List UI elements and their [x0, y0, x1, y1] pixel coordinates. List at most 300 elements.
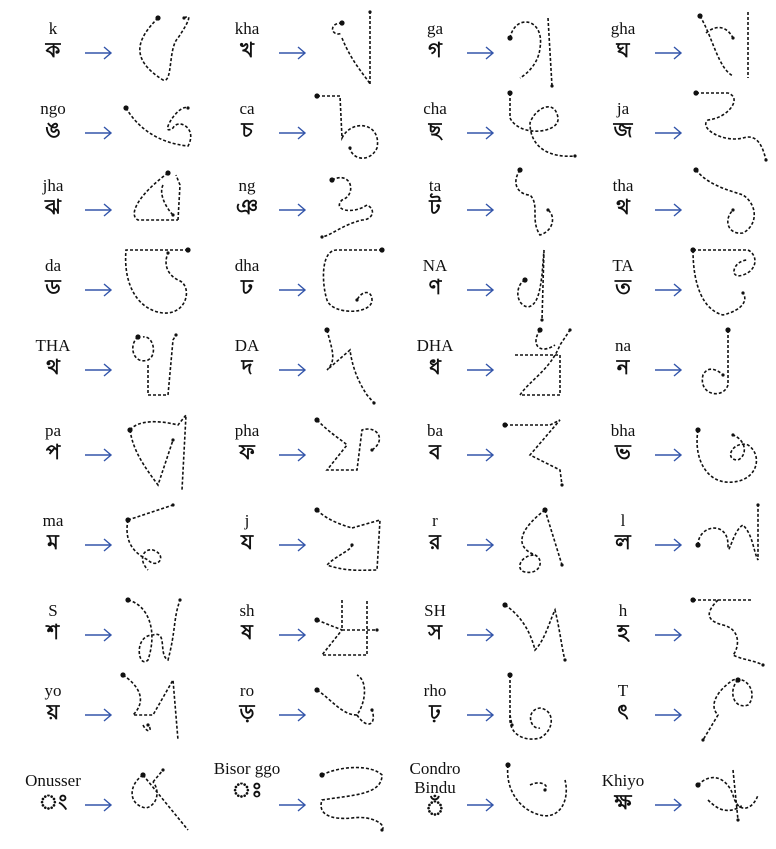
bengali-character: স: [428, 619, 442, 644]
bengali-character: ধ: [429, 354, 441, 379]
start-dot: [502, 422, 507, 427]
end-arrowhead: [166, 251, 169, 254]
romanized-name: ngo: [40, 99, 66, 118]
end-arrowhead: [348, 146, 351, 149]
romanized-name: ta: [428, 176, 442, 195]
start-dot: [725, 327, 730, 332]
character-label: [212, 257, 282, 299]
stroke-trace: [312, 670, 394, 752]
character-label: [212, 760, 282, 802]
character-label: [212, 602, 282, 644]
character-cell: [588, 760, 776, 842]
end-arrowhead: [355, 298, 358, 301]
end-arrowhead: [731, 208, 734, 211]
bengali-character: ম: [47, 529, 59, 554]
right-arrow-icon: [84, 126, 114, 140]
romanized-name: S: [48, 601, 58, 620]
bengali-character: ঙ: [45, 117, 61, 142]
character-cell: [400, 590, 594, 672]
character-cell: [18, 8, 212, 90]
dashed-stroke-path: [505, 420, 562, 485]
romanized-name: rho: [423, 681, 447, 700]
right-arrow-icon: [466, 628, 496, 642]
stroke-trace: [500, 670, 582, 752]
dashed-stroke-path: [700, 12, 748, 78]
romanized-name: sh: [239, 601, 255, 620]
bengali-character: হ: [617, 619, 629, 644]
character-cell: [18, 590, 212, 672]
dashed-stroke-path: [508, 765, 567, 816]
romanized-name: ja: [616, 99, 630, 118]
end-arrowhead: [146, 723, 149, 726]
end-arrowhead: [560, 563, 563, 566]
start-dot: [735, 677, 740, 682]
right-arrow-icon: [654, 798, 684, 812]
romanized-name: pha: [234, 421, 260, 440]
character-cell: [588, 590, 776, 672]
stroke-trace: [688, 325, 770, 407]
start-dot: [695, 542, 700, 547]
character-cell: [400, 670, 594, 752]
stroke-trace: [688, 88, 770, 170]
bengali-character: গ: [428, 37, 442, 62]
right-arrow-icon: [466, 283, 496, 297]
character-label: [400, 760, 470, 820]
character-cell: [588, 325, 776, 407]
bengali-character: ৎ: [617, 699, 629, 724]
right-arrow-icon: [278, 126, 308, 140]
romanized-name: bha: [610, 421, 636, 440]
stroke-trace: [500, 8, 582, 90]
character-label: [400, 100, 470, 142]
right-arrow-icon: [84, 538, 114, 552]
dashed-stroke-path: [516, 170, 553, 235]
stroke-trace: [118, 88, 200, 170]
character-label: [212, 682, 282, 724]
character-cell: [212, 8, 406, 90]
romanized-name: TA: [612, 256, 634, 275]
romanized-name: ng: [238, 176, 256, 195]
romanized-name: Khiyo: [601, 771, 645, 790]
end-arrowhead: [756, 503, 759, 506]
romanized-name: l: [620, 511, 626, 530]
dashed-stroke-path: [510, 93, 575, 156]
end-arrowhead: [568, 328, 571, 331]
end-arrowhead: [731, 433, 734, 436]
character-cell: [18, 165, 212, 247]
stroke-trace: [500, 500, 582, 582]
character-cell: [400, 760, 594, 842]
romanized-name: tha: [612, 176, 634, 195]
dashed-stroke-path: [693, 600, 763, 665]
romanized-name: DHA: [416, 336, 454, 355]
stroke-trace: [312, 8, 394, 90]
character-label: [400, 20, 470, 62]
start-dot: [155, 15, 160, 20]
right-arrow-icon: [84, 798, 114, 812]
start-dot: [537, 327, 542, 332]
romanized-name: ma: [42, 511, 64, 530]
start-dot: [314, 617, 319, 622]
character-label: [400, 682, 470, 724]
bengali-character: ন: [616, 354, 630, 379]
character-label: [400, 257, 470, 299]
stroke-trace: [688, 590, 770, 672]
start-dot: [324, 327, 329, 332]
character-label: [18, 772, 88, 814]
bengali-character: খ: [240, 37, 254, 62]
bengali-character: ড: [45, 274, 61, 299]
character-cell: [212, 760, 406, 842]
character-label: [588, 602, 658, 644]
bengali-character: ফ: [239, 439, 255, 464]
start-dot: [695, 782, 700, 787]
start-dot: [542, 507, 547, 512]
character-cell: [18, 410, 212, 492]
start-dot: [125, 517, 130, 522]
stroke-trace: [312, 590, 394, 672]
character-cell: [18, 670, 212, 752]
bengali-character: ষ: [241, 619, 253, 644]
start-dot: [693, 167, 698, 172]
character-label: [18, 512, 88, 554]
character-label: [18, 682, 88, 724]
dashed-stroke-path: [322, 178, 372, 237]
character-cell: [400, 325, 594, 407]
end-arrowhead: [370, 448, 373, 451]
dashed-stroke-path: [317, 600, 377, 655]
right-arrow-icon: [654, 126, 684, 140]
right-arrow-icon: [278, 46, 308, 60]
end-arrowhead: [171, 503, 174, 506]
bengali-character: চ: [241, 117, 253, 142]
romanized-name: ga: [426, 19, 444, 38]
bengali-character: ত: [615, 274, 631, 299]
romanized-name: kha: [234, 19, 260, 38]
character-label: [400, 602, 470, 644]
stroke-trace: [500, 590, 582, 672]
character-cell: [212, 410, 406, 492]
bengali-character: থ: [46, 354, 60, 379]
character-label: [212, 337, 282, 379]
stroke-trace: [118, 500, 200, 582]
character-cell: [588, 500, 776, 582]
romanized-name: NA: [422, 256, 448, 275]
right-arrow-icon: [84, 628, 114, 642]
bengali-character: ড়: [239, 699, 255, 724]
start-dot: [693, 90, 698, 95]
bengali-character: য়: [46, 699, 60, 724]
stroke-trace: [118, 590, 200, 672]
end-arrowhead: [380, 828, 383, 831]
start-dot: [507, 672, 512, 677]
character-cell: [18, 500, 212, 582]
dashed-stroke-path: [321, 768, 383, 831]
character-cell: [588, 165, 776, 247]
start-dot: [695, 427, 700, 432]
dashed-stroke-path: [317, 675, 373, 724]
stroke-trace: [688, 245, 770, 327]
right-arrow-icon: [466, 363, 496, 377]
right-arrow-icon: [278, 283, 308, 297]
start-dot: [314, 93, 319, 98]
character-cell: [18, 88, 212, 170]
end-arrowhead: [370, 708, 373, 711]
bengali-character: ভ: [615, 439, 631, 464]
stroke-trace: [500, 410, 582, 492]
bengali-character: ট: [429, 194, 441, 219]
dashed-stroke-path: [317, 420, 379, 470]
character-label: [588, 337, 658, 379]
right-arrow-icon: [84, 203, 114, 217]
bengali-character: ক: [45, 37, 61, 62]
right-arrow-icon: [466, 448, 496, 462]
end-arrowhead: [171, 438, 174, 441]
stroke-trace: [500, 88, 582, 170]
romanized-name: gha: [610, 19, 636, 38]
right-arrow-icon: [84, 46, 114, 60]
start-dot: [185, 247, 190, 252]
character-cell: [18, 245, 212, 327]
romanized-name: dha: [234, 256, 260, 275]
right-arrow-icon: [654, 708, 684, 722]
character-cell: [400, 88, 594, 170]
character-cell: [212, 590, 406, 672]
start-dot: [690, 247, 695, 252]
right-arrow-icon: [466, 538, 496, 552]
dashed-stroke-path: [327, 330, 374, 403]
start-dot: [505, 762, 510, 767]
bengali-character: ং: [38, 789, 68, 814]
stroke-trace: [500, 165, 582, 247]
dashed-stroke-path: [698, 770, 758, 820]
stroke-trace: [688, 760, 770, 842]
dashed-stroke-path: [696, 93, 766, 160]
dashed-stroke-path: [515, 330, 570, 395]
character-label: [400, 512, 470, 554]
start-dot: [314, 507, 319, 512]
character-label: [212, 177, 282, 219]
romanized-name: r: [432, 511, 438, 530]
stroke-trace: [118, 245, 200, 327]
end-arrowhead: [178, 598, 181, 601]
stroke-trace: [118, 325, 200, 407]
character-label: [588, 682, 658, 724]
dashed-stroke-path: [128, 600, 180, 662]
character-cell: [18, 760, 212, 842]
stroke-trace: [500, 760, 582, 842]
end-arrowhead: [510, 723, 513, 726]
romanized-name: Bisor ggo: [213, 759, 281, 778]
end-arrowhead: [721, 373, 724, 376]
stroke-trace: [118, 670, 200, 752]
start-dot: [697, 13, 702, 18]
dashed-stroke-path: [333, 12, 370, 84]
character-label: [588, 772, 658, 814]
right-arrow-icon: [278, 363, 308, 377]
end-arrowhead: [350, 543, 353, 546]
start-dot: [517, 167, 522, 172]
right-arrow-icon: [278, 448, 308, 462]
dashed-stroke-path: [127, 505, 173, 570]
right-arrow-icon: [278, 798, 308, 812]
character-cell: [588, 670, 776, 752]
end-arrowhead: [560, 483, 563, 486]
right-arrow-icon: [84, 363, 114, 377]
character-label: [212, 512, 282, 554]
stroke-trace: [312, 410, 394, 492]
end-arrowhead: [761, 663, 764, 666]
stroke-trace: [500, 325, 582, 407]
character-label: [18, 177, 88, 219]
right-arrow-icon: [654, 46, 684, 60]
character-label: [18, 422, 88, 464]
stroke-trace: [312, 245, 394, 327]
right-arrow-icon: [84, 708, 114, 722]
end-arrowhead: [563, 658, 566, 661]
right-arrow-icon: [84, 448, 114, 462]
romanized-name: yo: [44, 681, 62, 700]
character-label: [588, 512, 658, 554]
stroke-trace: [118, 760, 200, 842]
end-arrowhead: [573, 154, 576, 157]
bengali-character: ছ: [428, 117, 442, 142]
stroke-trace: [500, 245, 582, 327]
bengali-character: ল: [615, 529, 631, 554]
romanized-name: cha: [423, 99, 447, 118]
end-arrowhead: [546, 208, 549, 211]
end-arrowhead: [731, 36, 734, 39]
bengali-character: প: [45, 439, 61, 464]
bengali-character: র: [429, 529, 441, 554]
character-label: [400, 337, 470, 379]
dashed-stroke-path: [702, 330, 728, 394]
start-dot: [127, 427, 132, 432]
dashed-stroke-path: [132, 770, 188, 830]
stroke-trace: [688, 500, 770, 582]
bengali-character: ণ: [428, 274, 442, 299]
end-arrowhead: [764, 158, 767, 161]
character-cell: [588, 410, 776, 492]
end-arrowhead: [736, 818, 739, 821]
right-arrow-icon: [654, 363, 684, 377]
bengali-character: ঝ: [45, 194, 61, 219]
romanized-name: pa: [44, 421, 62, 440]
dashed-stroke-path: [123, 675, 178, 740]
character-cell: [18, 325, 212, 407]
right-arrow-icon: [466, 708, 496, 722]
right-arrow-icon: [654, 628, 684, 642]
dashed-stroke-path: [140, 17, 189, 81]
dashed-stroke-path: [510, 18, 552, 86]
start-dot: [125, 597, 130, 602]
right-arrow-icon: [654, 448, 684, 462]
start-dot: [314, 687, 319, 692]
right-arrow-icon: [278, 203, 308, 217]
start-dot: [507, 35, 512, 40]
dashed-stroke-path: [317, 510, 380, 570]
stroke-trace: [688, 670, 770, 752]
dashed-stroke-path: [698, 505, 758, 560]
dashed-stroke-path: [505, 605, 565, 660]
start-dot: [314, 417, 319, 422]
character-label: [18, 100, 88, 142]
romanized-name: ro: [239, 681, 255, 700]
character-cell: [400, 165, 594, 247]
end-arrowhead: [701, 738, 704, 741]
start-dot: [165, 170, 170, 175]
right-arrow-icon: [466, 203, 496, 217]
dashed-stroke-path: [133, 335, 176, 395]
bengali-character: শ: [46, 619, 60, 644]
romanized-name: da: [44, 256, 62, 275]
romanized-name: DA: [234, 336, 260, 355]
romanized-name: SH: [424, 601, 446, 620]
bengali-character: ঁ: [425, 796, 445, 821]
character-cell: [400, 410, 594, 492]
start-dot: [502, 602, 507, 607]
end-arrowhead: [171, 213, 174, 216]
start-dot: [379, 247, 384, 252]
character-label: [400, 177, 470, 219]
bengali-character: জ: [613, 117, 633, 142]
character-label: [212, 100, 282, 142]
romanized-name: k: [48, 19, 58, 38]
start-dot: [120, 672, 125, 677]
end-arrowhead: [741, 291, 744, 294]
bengali-character: ঢ়: [429, 699, 441, 724]
character-cell: [400, 8, 594, 90]
stroke-trace: [118, 165, 200, 247]
end-arrowhead: [186, 106, 189, 109]
end-arrowhead: [368, 10, 371, 13]
bengali-character: ক্ষ: [614, 789, 632, 814]
dashed-stroke-path: [520, 510, 562, 572]
dashed-stroke-path: [130, 415, 186, 490]
character-label: [18, 602, 88, 644]
character-cell: [588, 8, 776, 90]
right-arrow-icon: [466, 126, 496, 140]
end-arrowhead: [375, 628, 378, 631]
dashed-stroke-path: [696, 170, 754, 233]
character-label: [588, 422, 658, 464]
character-label: [588, 20, 658, 62]
character-cell: [212, 165, 406, 247]
bengali-character: ঞ: [235, 194, 259, 219]
end-arrowhead: [182, 16, 185, 19]
dashed-stroke-path: [317, 96, 378, 158]
dashed-stroke-path: [697, 430, 756, 482]
dashed-stroke-path: [126, 250, 188, 313]
character-label: [588, 257, 658, 299]
bengali-character: ঢ: [241, 274, 253, 299]
stroke-trace: [118, 8, 200, 90]
right-arrow-icon: [278, 538, 308, 552]
start-dot: [140, 772, 145, 777]
right-arrow-icon: [278, 628, 308, 642]
dashed-stroke-path: [134, 173, 180, 220]
character-label: [18, 20, 88, 62]
start-dot: [690, 597, 695, 602]
stroke-trace: [312, 500, 394, 582]
character-label: [400, 422, 470, 464]
romanized-name: ba: [426, 421, 444, 440]
character-label: [212, 422, 282, 464]
romanized-name: Onusser: [25, 771, 81, 790]
romanized-name: T: [617, 681, 629, 700]
romanized-name: h: [618, 601, 628, 620]
bengali-character: দ: [241, 354, 253, 379]
